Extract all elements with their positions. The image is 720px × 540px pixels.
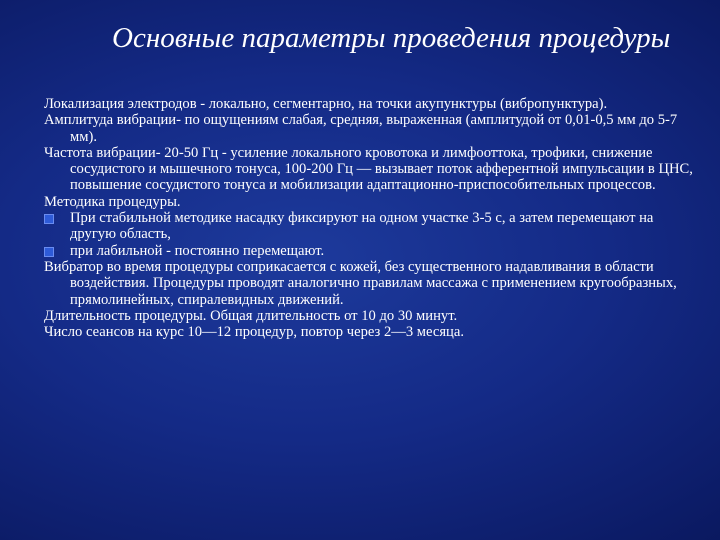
paragraph-method-heading: Методика процедуры. <box>44 193 181 210</box>
paragraph-sessions: Число сеансов на курс 10—12 процедур, повтор через 2—3 месяца. <box>44 324 464 341</box>
bullet-item-stable <box>44 210 694 243</box>
bullet-text-stable: При стабильной методике насадку фиксируют на одном участке 3-5 с, а затем перемещают на другую область, <box>70 210 654 243</box>
paragraph-localization: Локализация электродов - локально, сегментарно, на точки акупунктуры (вибропунктура). <box>44 96 608 112</box>
square-bullet-icon <box>44 247 54 257</box>
slide-title: Основные параметры проведения процедуры <box>112 22 671 54</box>
slide-body <box>44 96 694 340</box>
square-bullet-icon <box>44 214 54 224</box>
bullet-item-labile <box>44 243 694 259</box>
paragraph-vibrator-contact: Вибратор во время процедуры соприкасается с кожей, без существенного надавливания в области воздействия. Процедуры проводят аналогично правилам массажа с применением кругообразных, прямолинейных, спиралевидных движений. <box>44 258 677 308</box>
paragraph-amplitude: Амплитуда вибрации- по ощущениям слабая, средняя, выраженная (амплитудой от 0,01-0,5 мм до 5-7 мм). <box>44 112 678 145</box>
paragraph-frequency: Частота вибрации- 20-50 Гц - усиление локального кровотока и лимфооттока, трофики, снижение сосудистого и мышечного тонуса, 100-200 Гц — вызывает поток афферентной импульсации в ЦНС, повышение сосудистого тонуса и мобилизации адаптационно-приспособительных процессов. <box>44 144 693 194</box>
bullet-text-labile: при лабильной - постоянно перемещают. <box>70 242 325 259</box>
paragraph-duration: Длительность процедуры. Общая длительность от 10 до 30 минут. <box>44 307 458 324</box>
